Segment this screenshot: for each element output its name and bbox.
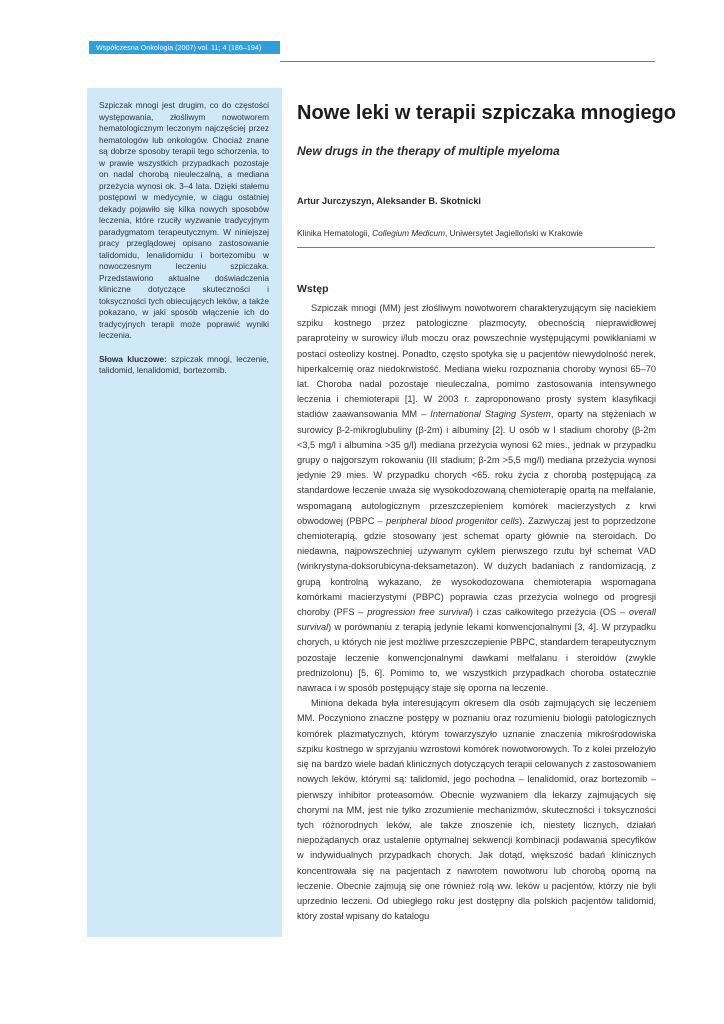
abstract-text: Szpiczak mnogi jest drugim, co do częstości występowania, złośliwym nowotworem hematologicznym leczonym najczęściej przez hematologów lub onkologów. Chociaż znane są dobrze sposoby terapii tego schorzenia, to w prawie wszystkich przypadkach pozostaje on nadal chorobą nieuleczalną, a mediana przeżycia wynosi ok. 3–4 lata. Dzięki stałemu postępowi w medycynie, w ciągu ostatniej dekady pojawiło się kilka nowych sposobów leczenia, które rzuciły wyzwanie tradycyjnym paradygmatom terapeutycznym. W niniejszej pracy przeglądowej opisano zastosowanie talidomidu, lenalidomidu i bortezomibu w nowoczesnym leczeniu szpiczaka. Przedstawiono aktualne doświadczenia kliniczne dotyczące skuteczności i toksyczności tych obiecujących leków, a także pokazano, w jaki sposób włączenie ich do tradycyjnych terapii może poprawić wyniki leczenia. — [99, 100, 269, 340]
p1-text-i: ) w porównaniu z terapią jedynie lekami konwencjonalnymi [3, 4]. W przypadku chorych, u których nie jest możliwe przeszczepienie PBPC, standardem terapeutycznym pozostaje leczenie konwencjonalnymi dawkami melfalanu i steroidów (zwykle prednizolonu) [5, 6]. Pomimo to, we wszystkich przypadkach choroba ostatecznie nawraca i w sposób postępujący staje się oporna na leczenie. — [297, 622, 656, 694]
journal-citation-bar — [89, 41, 280, 54]
body-paragraph-1 — [297, 301, 656, 696]
section-heading: Wstęp — [297, 283, 329, 295]
affiliation-italic: Collegium Medicum — [372, 228, 446, 238]
p1-term-pfs: progression free survival — [367, 607, 470, 618]
article-title: Nowe leki w terapii szpiczaka mnogiego — [297, 102, 676, 124]
affiliation-rule — [297, 247, 655, 248]
affiliation-prefix: Klinika Hematologii, — [297, 228, 373, 238]
affiliation-suffix: , Uniwersytet Jagielloński w Krakowie — [445, 228, 583, 238]
article-affiliation — [297, 228, 657, 238]
body-paragraph-2: Miniona dekada była interesującym okresem dla osób zajmujących się leczeniem MM. Poczyniono znaczne postępy w poznaniu oraz rozumieniu biologii patologicznych komórek plazmatycznych, którym towarzyszyło uznanie znaczenia mikrośrodowiska szpiku kostnego w sprzyjaniu wzrostowi komórek nowotworowych. To z kolei przełożyło się na bardzo wiele badań klinicznych dotyczących terapii celowanych z zastosowaniem nowych leków, którymi są: talidomid, jego pochodna – lenalidomid, oraz bortezomib – pierwszy inhibitor proteasomów. Obecnie wyzwaniem dla lekarzy zajmujących się chorymi na MM, jest nie tylko zrozumienie mechanizmów, skuteczności i toksyczności tych różnorodnych leków, ale także znoszenie ich, niestety licznych, działań niepożądanych oraz ustalenie optymalnej sekwencji kombinacji podawania specyfików w indywidualnych przypadkach chorych. Jak dotąd, większość badań klinicznych koncentrowała się na pacjentach z nawrotem nowotworu lub chorobą oporną na leczenie. Obecnie zajmują się one również rolą ww. leków u pacjentów, którzy nie byli uprzednio leczeni. Od ubiegłego roku jest dostępny dla polskich pacjentów talidomid, który został wpisany do katalogu — [297, 698, 656, 922]
article-authors: Artur Jurczyszyn, Aleksander B. Skotnicki — [297, 196, 481, 206]
p1-term-os: overall survival — [297, 607, 656, 633]
keywords-list: szpiczak mnogi, leczenie, talidomid, lenalidomid, bortezomib. — [99, 353, 269, 375]
abstract-sidebar — [87, 88, 282, 937]
p1-text-g: ) i czas całkowitego przeżycia (OS – — [469, 607, 629, 618]
p1-term-iss: International Staging System — [430, 409, 551, 420]
article-body — [297, 301, 656, 963]
journal-citation: Współczesna Onkologia (2007) vol. 11; 4 (186–194) — [96, 43, 262, 52]
p1-term-pbpc: peripheral blood progenitor cells — [386, 515, 520, 526]
article-subtitle: New drugs in the therapy of multiple myeloma — [297, 144, 560, 158]
p1-text-c: , oparty na stężeniach w surowicy β-2-mikroglubuliny (β-2m) i albuminy [2]. U osób w I stadium choroby (β-2m <3,5 mg/l i albumina >35 g/l) mediana przeżycia wynosi 62 mies., jednak w przypadku grupy o najgorszym rokowaniu (III stadium; β-2m >5,5 mg/l) mediana przeżycia wynosi jedynie 29 mies. W przypadku chorych <65. roku życia z chorobą postępującą za standardowe leczenie uważa się wysokodozowaną chemioterapię opartą na melfalanie, wspomaganą autologicznym przeszczepieniem komórek macierzystych z krwi obwodowej (PBPC – — [297, 409, 656, 526]
p1-text-a: Szpiczak mnogi (MM) jest złośliwym nowotworem charakteryzującym się naciekiem szpiku kostnego przez patologiczne plazmocyty, obecnością nieprawidłowej paraproteiny w surowicy i/lub moczu oraz powszechnie występującymi powikłaniami w postaci osteolizy kostnej. Ponadto, często spotyka się u pacjentów niewydolność nerek, hiperkalcemię oraz niedokrwistość. Mediana wieku rozpoznania choroby wynosi 65–70 lat. Choroba nadal pozostaje nieuleczalna, pomimo zastosowania intensywnego leczenia i chemioterapii [1]. W 2003 r. zaproponowano prosty system klasyfikacji stadiów zaawansowania MM – — [297, 303, 656, 420]
keywords-label: Słowa kluczowe: — [99, 353, 167, 364]
p1-text-e: ). Zazwyczaj jest to poprzedzone chemioterapią, gdzie stosowany jest schemat oparty głównie na steroidach. Do niedawna, najpowszechniej używanym cyklem pierwszego rzutu był schemat VAD (winkrystyna-doksorubicyna-deksametazon). W dużych badaniach z randomizacją, z grupą kontrolną wykazano, że wysokodozowana chemioterapia wspomagana komórkami macierzystymi (PBPC) poprawia czas przeżycia wolnego od progresji choroby (PFS – — [297, 515, 656, 618]
keywords — [99, 354, 269, 377]
header-rule — [280, 61, 655, 62]
